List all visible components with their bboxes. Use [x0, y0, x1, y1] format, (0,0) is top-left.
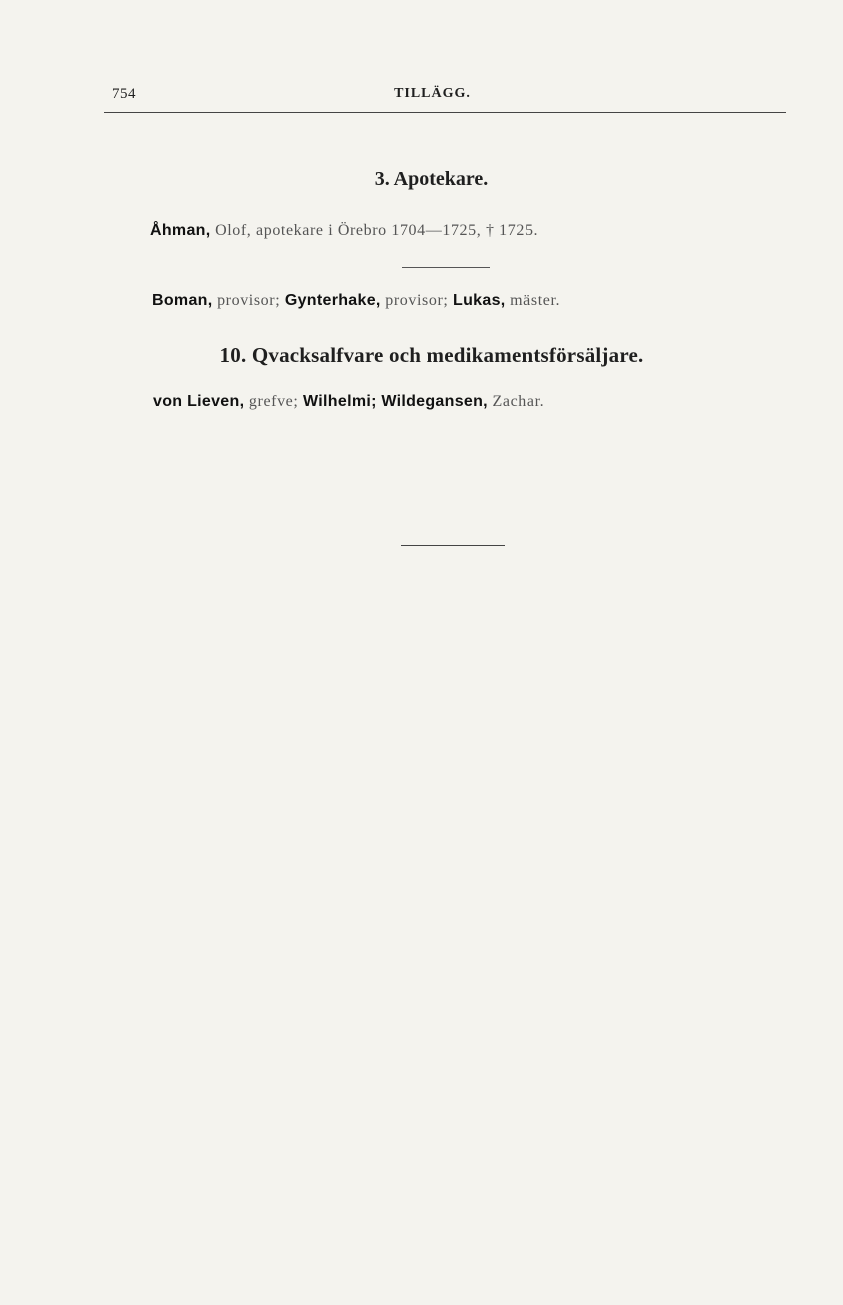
- running-title: TILLÄGG.: [394, 86, 471, 101]
- entry-text: provisor;: [380, 292, 454, 309]
- header-rule: [104, 112, 786, 113]
- entry-text: mäster.: [505, 292, 561, 309]
- entry-text: provisor;: [212, 292, 285, 309]
- page-number: 754: [112, 86, 136, 102]
- entry-name: Wildegansen,: [381, 393, 488, 410]
- entry-line-qvacksalfvare: [153, 393, 544, 411]
- entry-text: grefve;: [244, 393, 304, 410]
- section-title-apotekare: 3. Apotekare.: [374, 168, 489, 190]
- entry-line-provisor: [152, 292, 560, 310]
- entry-name: Lukas,: [453, 292, 506, 309]
- separator-rule: [402, 267, 490, 268]
- entry-text: Olof, apotekare i Örebro 1704—1725, † 1725.: [210, 222, 539, 239]
- entry-name: Åhman,: [150, 222, 211, 239]
- entry-name: von Lieven,: [153, 393, 245, 410]
- entry-name: Wilhelmi;: [303, 393, 377, 410]
- section-title-qvacksalfvare: 10. Qvacksalfvare och medikamentsförsäljare.: [219, 343, 644, 367]
- end-rule: [401, 545, 505, 546]
- entry-text: Zachar.: [487, 393, 545, 410]
- entry-name: Boman,: [152, 292, 213, 309]
- entry-name: Gynterhake,: [284, 292, 381, 309]
- entry-ahman: [150, 222, 538, 240]
